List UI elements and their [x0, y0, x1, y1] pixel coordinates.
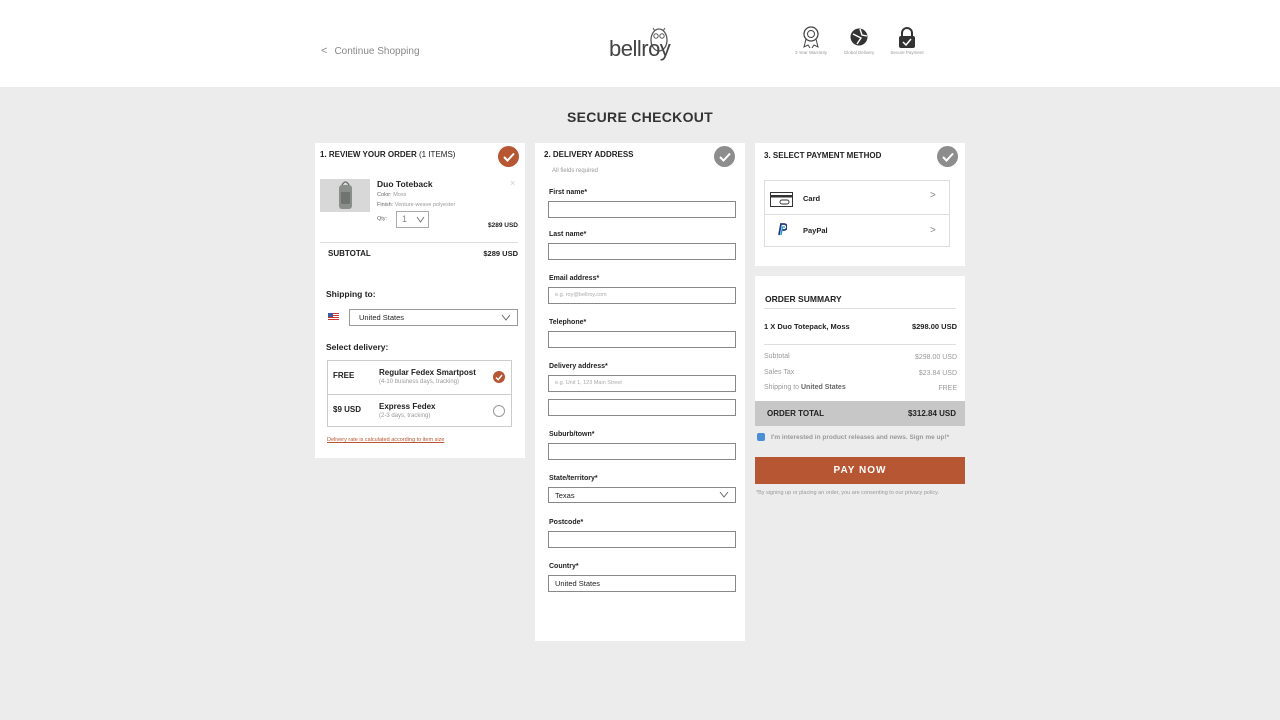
product-thumbnail [320, 179, 370, 212]
suburb-label: Suburb/town* [549, 431, 595, 438]
delivery-address-label: Delivery address* [549, 363, 608, 370]
warranty-caption: 3 Year Warranty [794, 50, 828, 55]
quantity-select[interactable] [396, 211, 429, 228]
state-label: State/territory* [549, 475, 598, 482]
summary-tax-value: $23.84 USD [918, 370, 957, 377]
order-total-value: $312.84 USD [907, 409, 956, 418]
delivery-price: $9 USD [333, 405, 362, 414]
delivery-detail: (2-3 days, tracking) [379, 413, 431, 419]
logo-wordmark: bellroy [609, 36, 671, 61]
remove-item-icon[interactable]: × [510, 178, 516, 188]
delivery-price: FREE [333, 371, 355, 380]
warranty-badge [794, 26, 828, 55]
country-label: Country* [549, 563, 579, 570]
select-delivery-label: Select delivery: [326, 342, 389, 352]
shipping-country: United States [800, 384, 846, 391]
pay-now-button[interactable]: PAY NOW [755, 457, 965, 484]
postcode-field[interactable] [548, 531, 736, 548]
delivery-caption: Global Delivery [843, 50, 875, 55]
card-label: Card [803, 194, 821, 203]
delivery-name: Regular Fedex Smartpost [379, 368, 476, 377]
last-name-field[interactable] [548, 243, 736, 260]
item-price: $289 USD [488, 222, 518, 229]
delivery-option-express[interactable] [328, 394, 511, 427]
product-name: Duo Toteback [377, 179, 433, 189]
chevron-right-icon: > [930, 225, 936, 236]
payment-step-title: 3. SELECT PAYMENT METHOD [764, 151, 882, 160]
chevron-down-icon [501, 312, 511, 322]
checkmark-icon [503, 152, 515, 162]
summary-tax-label: Sales Tax [764, 369, 795, 376]
order-summary-panel [755, 276, 965, 426]
paypal-label: PayPal [803, 226, 828, 235]
delivery-address-line2-field[interactable] [548, 399, 736, 416]
finish-value: Venture-weave polyester [394, 202, 456, 208]
delivery-badge [842, 26, 876, 55]
chevron-down-icon [416, 215, 425, 224]
first-name-field[interactable] [548, 201, 736, 218]
newsletter-optin[interactable] [757, 433, 949, 441]
first-name-label: First name* [549, 189, 588, 196]
review-item-count: (1 ITEMS) [419, 150, 456, 159]
shipping-country-value: United States [359, 313, 405, 322]
payment-methods-list [764, 180, 950, 247]
subtotal-label: SUBTOTAL [328, 249, 371, 258]
shipping-to-text: Shipping to [764, 384, 800, 391]
finish-label: Finish: [377, 202, 394, 208]
payment-method-panel [755, 143, 965, 266]
divider [320, 242, 518, 243]
credit-card-icon [770, 192, 793, 207]
review-step-title [320, 150, 455, 159]
continue-shopping-link[interactable] [321, 45, 420, 57]
color-value: Moss [393, 192, 407, 198]
step-pending-check [937, 146, 958, 167]
chevron-left-icon: < [321, 45, 328, 57]
summary-line-price: $298.00 USD [911, 322, 957, 331]
delivery-rate-note[interactable]: Delivery rate is calculated according to item size [327, 437, 445, 443]
shipping-to-label: Shipping to: [326, 289, 376, 299]
payment-card-option[interactable] [765, 181, 949, 213]
review-order-panel [315, 143, 525, 458]
state-value: Texas [555, 491, 575, 500]
order-total-bar [755, 401, 965, 426]
quantity-value: 1 [402, 214, 408, 224]
color-label: Color: [377, 192, 392, 198]
page-title: SECURE CHECKOUT [566, 109, 714, 125]
secure-caption: Secure Payment [890, 50, 924, 55]
summary-subtotal-label: Subtotal [764, 353, 790, 360]
step-complete-check [498, 146, 519, 167]
global-delivery-icon [849, 26, 869, 48]
review-step-label: 1. REVIEW YOUR ORDER [320, 150, 417, 159]
summary-shipping-value: FREE [938, 385, 957, 392]
checkmark-icon [719, 152, 731, 162]
warranty-ribbon-icon [801, 26, 821, 48]
chevron-down-icon [719, 489, 729, 499]
country-field[interactable]: United States [548, 575, 736, 592]
continue-shopping-label: Continue Shopping [334, 45, 420, 57]
checkmark-icon [942, 152, 954, 162]
delivery-radio[interactable] [493, 405, 505, 417]
order-summary-title: ORDER SUMMARY [765, 294, 842, 304]
delivery-detail: (4-10 business days, tracking) [379, 379, 460, 385]
newsletter-label: I'm interested in product releases and news. Sign me up!* [771, 433, 950, 441]
delivery-options [327, 360, 512, 427]
delivery-radio-selected[interactable] [493, 371, 505, 383]
all-fields-required: All fields required [552, 168, 599, 174]
last-name-label: Last name* [549, 231, 587, 238]
summary-line-item: 1 X Duo Totepack, Moss [764, 322, 850, 331]
divider [764, 308, 956, 309]
trust-badges [794, 26, 924, 55]
delivery-address-field[interactable]: e.g. Unit 1, 123 Main Street [548, 375, 736, 392]
product-finish [377, 202, 455, 208]
delivery-option-regular[interactable] [328, 361, 511, 394]
qty-label: Qty: [377, 216, 388, 222]
secure-lock-icon [897, 26, 917, 48]
bellroy-logo[interactable] [607, 24, 673, 66]
summary-shipping-label [764, 384, 846, 391]
delivery-name: Express Fedex [379, 402, 436, 411]
product-color [377, 192, 406, 198]
subtotal-value: $289 USD [483, 249, 518, 258]
top-header [0, 0, 1280, 87]
telephone-label: Telephone* [549, 319, 587, 326]
privacy-fine-print: *By signing up or placing an order, you are consenting to our privacy policy. [756, 490, 940, 496]
divider [764, 344, 956, 345]
secure-badge [890, 26, 924, 55]
email-field[interactable]: e.g. roy@bellroy.com [548, 287, 736, 304]
shipping-country-select[interactable] [349, 309, 518, 326]
summary-subtotal-value: $298.00 USD [914, 354, 957, 361]
backpack-image [320, 179, 370, 212]
chevron-right-icon: > [930, 190, 936, 201]
delivery-address-panel [535, 143, 745, 641]
newsletter-checkbox[interactable] [757, 433, 765, 441]
suburb-field[interactable] [548, 443, 736, 460]
checkmark-icon [495, 374, 503, 381]
email-label: Email address* [549, 275, 600, 282]
postcode-label: Postcode* [549, 519, 584, 526]
telephone-field[interactable] [548, 331, 736, 348]
state-select[interactable] [548, 487, 736, 503]
order-total-label: ORDER TOTAL [767, 409, 825, 418]
step-pending-check [714, 146, 735, 167]
address-step-title: 2. DELIVERY ADDRESS [544, 150, 634, 159]
payment-paypal-option[interactable] [765, 214, 949, 246]
paypal-icon [777, 223, 787, 236]
us-flag-icon [328, 313, 339, 320]
